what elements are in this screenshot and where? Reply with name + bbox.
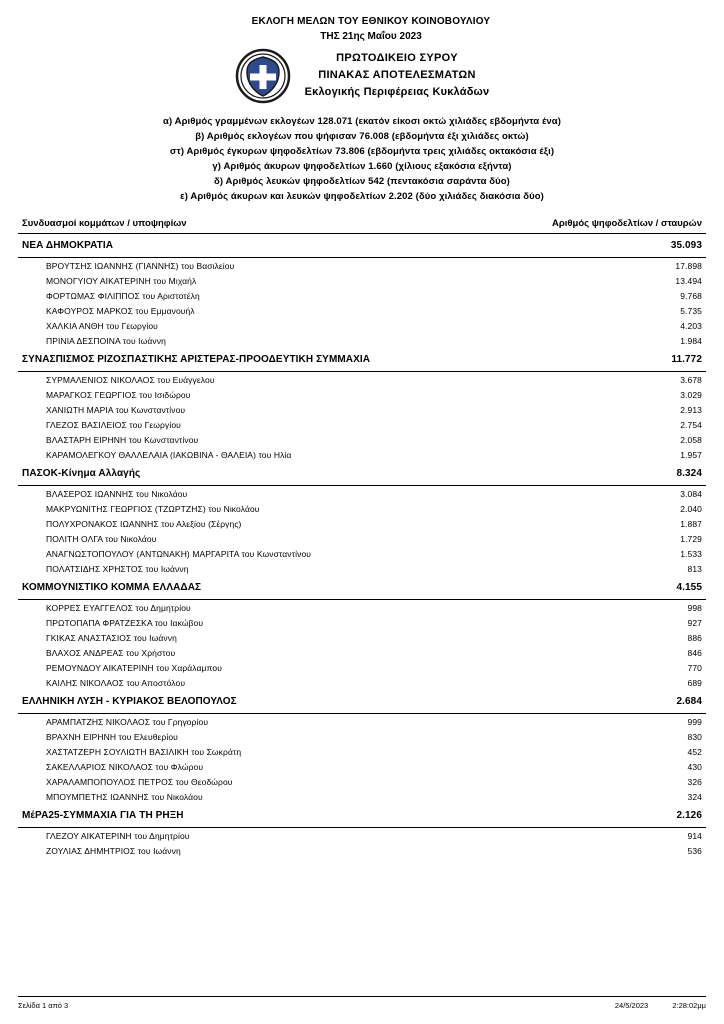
candidate-votes: 3.678 <box>680 374 702 385</box>
candidate-votes: 813 <box>687 563 702 574</box>
candidate-row <box>18 417 706 432</box>
candidate-name: ΣΥΡΜΑΛΕΝΙΟΣ ΝΙΚΟΛΑΟΣ του Ευάγγελου <box>46 374 215 385</box>
column-header-parties: Συνδυασμοί κομμάτων / υποψηφίων <box>22 218 187 229</box>
candidate-name: ΑΝΑΓΝΩΣΤΟΠΟΥΛΟΥ (ΑΝΤΩΝΑΚΗ) ΜΑΡΓΑΡΙΤΑ του Κωνσταντίνου <box>46 548 312 559</box>
candidate-row <box>18 630 706 645</box>
party-name: ΠΑΣΟΚ-Κίνημα Αλλαγής <box>22 468 141 479</box>
candidate-votes: 2.040 <box>680 503 702 514</box>
candidate-name: ΜΑΚΡΥΩΝΙΤΗΣ ΓΕΩΡΓΙΟΣ (ΤΖΩΡΤΖΗΣ) του Νικολάου <box>46 503 260 514</box>
party-row <box>18 348 706 372</box>
candidate-row <box>18 729 706 744</box>
candidate-votes: 326 <box>687 776 702 787</box>
candidate-row <box>18 387 706 402</box>
party-row <box>18 804 706 828</box>
party-name: ΚΟΜΜΟΥΝΙΣΤΙΚΟ ΚΟΜΜΑ ΕΛΛΑΔΑΣ <box>22 582 202 593</box>
page-number: Σελίδα 1 από 3 <box>18 1001 69 1010</box>
candidate-row <box>18 600 706 615</box>
candidate-votes: 324 <box>687 791 702 802</box>
candidate-name: ΓΛΕΖΟΥ ΑΙΚΑΤΕΡΙΝΗ του Δημητρίου <box>46 830 190 841</box>
stat-invalid-ballots: γ) Αριθμός άκυρων ψηφοδελτίων 1.660 (χίλιους εξακόσια εξήντα) <box>212 161 512 172</box>
candidate-votes: 430 <box>687 761 702 772</box>
candidate-name: ΚΑΡΑΜΟΛΕΓΚΟΥ ΘΑΛΛΕΛΑΙΑ (ΙΑΚΩΒΙΝΑ - ΘΑΛΕΙΑ) του Ηλία <box>46 449 292 460</box>
hellenic-republic-emblem-icon <box>235 48 291 104</box>
candidate-row <box>18 501 706 516</box>
candidate-name: ΒΡΟΥΤΣΗΣ ΙΩΑΝΝΗΣ (ΓΙΑΝΝΗΣ) του Βασιλείου <box>46 260 235 271</box>
candidate-votes: 927 <box>687 617 702 628</box>
party-name: ΣΥΝΑΣΠΙΣΜΟΣ ΡΙΖΟΣΠΑΣΤΙΚΗΣ ΑΡΙΣΤΕΡΑΣ-ΠΡΟΟΔΕΥΤΙΚΗ ΣΥΜΜΑΧΙΑ <box>22 354 371 365</box>
candidate-row <box>18 660 706 675</box>
candidate-votes: 770 <box>687 662 702 673</box>
party-votes: 2.126 <box>676 810 702 821</box>
candidate-row <box>18 546 706 561</box>
candidate-name: ΧΑΡΑΛΑΜΠΟΠΟΥΛΟΣ ΠΕΤΡΟΣ του Θεοδώρου <box>46 776 233 787</box>
candidate-votes: 1.887 <box>680 518 702 529</box>
candidate-name: ΧΑΝΙΩΤΗ ΜΑΡΙΑ του Κωνσταντίνου <box>46 404 186 415</box>
candidate-votes: 998 <box>687 602 702 613</box>
candidate-row <box>18 447 706 462</box>
results-table-body <box>18 234 706 858</box>
candidate-name: ΖΟΥΛΙΑΣ ΔΗΜΗΤΡΙΟΣ του Ιωάννη <box>46 845 181 856</box>
candidate-name: ΣΑΚΕΛΛΑΡΙΟΣ ΝΙΚΟΛΑΟΣ του Φλώρου <box>46 761 204 772</box>
candidate-row <box>18 288 706 303</box>
candidate-row <box>18 258 706 273</box>
candidate-row <box>18 675 706 690</box>
election-statistics <box>18 116 706 202</box>
party-votes: 2.684 <box>676 696 702 707</box>
court-name: ΠΡΩΤΟΔΙΚΕΙΟ ΣΥΡΟΥ <box>336 52 458 64</box>
column-header-votes: Αριθμός ψηφοδελτίων / σταυρών <box>552 218 702 229</box>
document-header-main <box>18 48 706 104</box>
candidate-row <box>18 372 706 387</box>
candidate-name: ΒΛΑΧΟΣ ΑΝΔΡΕΑΣ του Χρήστου <box>46 647 176 658</box>
candidate-name: ΧΑΣΤΑΤΖΕΡΗ ΣΟΥΛΙΩΤΗ ΒΑΣΙΛΙΚΗ του Σωκράτη <box>46 746 242 757</box>
candidate-row <box>18 402 706 417</box>
candidate-votes: 3.084 <box>680 488 702 499</box>
results-table-title: ΠΙΝΑΚΑΣ ΑΠΟΤΕΛΕΣΜΑΤΩΝ <box>318 69 476 81</box>
candidate-votes: 1.984 <box>680 335 702 346</box>
candidate-votes: 1.533 <box>680 548 702 559</box>
candidate-name: ΠΟΛΙΤΗ ΟΛΓΑ του Νικολάου <box>46 533 157 544</box>
document-footer <box>18 996 706 1010</box>
candidate-name: ΠΡΙΝΙΑ ΔΕΣΠΟΙΝΑ του Ιωάννη <box>46 335 166 346</box>
candidate-row <box>18 714 706 729</box>
candidate-row <box>18 615 706 630</box>
candidate-row <box>18 318 706 333</box>
candidate-row <box>18 273 706 288</box>
candidate-votes: 13.494 <box>675 275 702 286</box>
candidate-votes: 3.029 <box>680 389 702 400</box>
candidate-row <box>18 774 706 789</box>
candidate-name: ΜΠΟΥΜΠΕΤΗΣ ΙΩΑΝΝΗΣ του Νικολάου <box>46 791 203 802</box>
election-title: ΕΚΛΟΓΗ ΜΕΛΩΝ ΤΟΥ ΕΘΝΙΚΟΥ ΚΟΙΝΟΒΟΥΛΙΟΥ <box>251 16 491 27</box>
party-row <box>18 690 706 714</box>
candidate-name: ΒΛΑΣΤΑΡΗ ΕΙΡΗΝΗ του Κωνσταντίνου <box>46 434 199 445</box>
candidate-row <box>18 432 706 447</box>
candidate-name: ΠΟΛΥΧΡΟΝΑΚΟΣ ΙΩΑΝΝΗΣ του Αλεξίου (Σέργης) <box>46 518 242 529</box>
candidate-votes: 1.729 <box>680 533 702 544</box>
candidate-name: ΜΟΝΟΓΥΙΟΥ ΑΙΚΑΤΕΡΙΝΗ του Μιχαήλ <box>46 275 197 286</box>
candidate-row <box>18 645 706 660</box>
candidate-row <box>18 843 706 858</box>
candidate-name: ΡΕΜΟΥΝΔΟΥ ΑΙΚΑΤΕΡΙΝΗ του Χαράλαμπου <box>46 662 222 673</box>
candidate-votes: 1.957 <box>680 449 702 460</box>
party-row <box>18 234 706 258</box>
candidate-row <box>18 303 706 318</box>
candidate-votes: 452 <box>687 746 702 757</box>
candidate-name: ΓΛΕΖΟΣ ΒΑΣΙΛΕΙΟΣ του Γεωργίου <box>46 419 181 430</box>
stat-valid-ballots: στ) Αριθμός έγκυρων ψηφοδελτίων 73.806 (εβδομήντα τρεις χιλιάδες οκτακόσια έξι) <box>169 146 555 157</box>
party-votes: 4.155 <box>676 582 702 593</box>
party-votes: 8.324 <box>676 468 702 479</box>
party-row <box>18 462 706 486</box>
candidate-row <box>18 744 706 759</box>
candidate-row <box>18 516 706 531</box>
candidate-votes: 9.768 <box>680 290 702 301</box>
results-table-header <box>18 218 706 234</box>
footer-time: 2:28:02μμ <box>672 1001 706 1010</box>
candidate-votes: 17.898 <box>675 260 702 271</box>
candidate-votes: 999 <box>687 716 702 727</box>
candidate-name: ΓΚΙΚΑΣ ΑΝΑΣΤΑΣΙΟΣ του Ιωάννη <box>46 632 177 643</box>
candidate-row <box>18 561 706 576</box>
candidate-votes: 689 <box>687 677 702 688</box>
candidate-votes: 536 <box>687 845 702 856</box>
document-header-top <box>36 16 706 42</box>
party-row <box>18 576 706 600</box>
candidate-row <box>18 828 706 843</box>
candidate-name: ΠΟΛΑΤΣΙΔΗΣ ΧΡΗΣΤΟΣ του Ιωάννη <box>46 563 189 574</box>
stat-voted: β) Αριθμός εκλογέων που ψήφισαν 76.008 (εβδομήντα έξι χιλιάδες οκτώ) <box>195 131 529 142</box>
candidate-votes: 886 <box>687 632 702 643</box>
party-name: ΕΛΛΗΝΙΚΗ ΛΥΣΗ - ΚΥΡΙΑΚΟΣ ΒΕΛΟΠΟΥΛΟΣ <box>22 696 237 707</box>
candidate-name: ΦΟΡΤΩΜΑΣ ΦΙΛΙΠΠΟΣ του Αριστοτέλη <box>46 290 200 301</box>
candidate-votes: 846 <box>687 647 702 658</box>
candidate-votes: 2.754 <box>680 419 702 430</box>
candidate-row <box>18 759 706 774</box>
candidate-name: ΒΛΑΣΕΡΟΣ ΙΩΑΝΝΗΣ του Νικολάου <box>46 488 188 499</box>
candidate-name: ΚΑΦΟΥΡΟΣ ΜΑΡΚΟΣ του Εμμανουήλ <box>46 305 195 316</box>
candidate-row <box>18 333 706 348</box>
stat-registered-voters: α) Αριθμός γραμμένων εκλογέων 128.071 (εκατόν είκοσι οκτώ χιλιάδες εβδομήντα ένα) <box>163 116 561 127</box>
stat-blank-ballots: δ) Αριθμός λευκών ψηφοδελτίων 542 (πεντακόσια σαράντα δύο) <box>214 176 510 187</box>
candidate-row <box>18 531 706 546</box>
candidate-votes: 2.913 <box>680 404 702 415</box>
party-votes: 35.093 <box>670 240 702 251</box>
candidate-name: ΠΡΩΤΟΠΑΠΑ ΦΡΑΤΖΕΣΚΑ του Ιακώβου <box>46 617 204 628</box>
candidate-name: ΧΑΛΚΙΑ ΑΝΘΗ του Γεωργίου <box>46 320 158 331</box>
candidate-votes: 914 <box>687 830 702 841</box>
candidate-name: ΚΑΙΛΗΣ ΝΙΚΟΛΑΟΣ του Αποστόλου <box>46 677 186 688</box>
candidate-name: ΚΟΡΡΕΣ ΕΥΑΓΓΕΛΟΣ του Δημητρίου <box>46 602 191 613</box>
candidate-votes: 2.058 <box>680 434 702 445</box>
footer-timestamp <box>593 1001 706 1010</box>
electoral-district: Εκλογικής Περιφέρειας Κυκλάδων <box>304 86 490 98</box>
candidate-row <box>18 486 706 501</box>
party-votes: 11.772 <box>671 354 702 365</box>
party-name: ΝΕΑ ΔΗΜΟΚΡΑΤΙΑ <box>22 240 114 251</box>
candidate-name: ΜΑΡΑΓΚΟΣ ΓΕΩΡΓΙΟΣ του Ισιδώρου <box>46 389 191 400</box>
candidate-name: ΑΡΑΜΠΑΤΖΗΣ ΝΙΚΟΛΑΟΣ του Γρηγορίου <box>46 716 209 727</box>
candidate-name: ΒΡΑΧΝΗ ΕΙΡΗΝΗ του Ελευθερίου <box>46 731 178 742</box>
footer-date: 24/5/2023 <box>614 1001 649 1010</box>
candidate-row <box>18 789 706 804</box>
candidate-votes: 5.735 <box>680 305 702 316</box>
stat-invalid-and-blank-ballots: ε) Αριθμός άκυρων και λευκών ψηφοδελτίων 2.202 (δύο χιλιάδες διακόσια δύο) <box>180 191 544 202</box>
candidate-votes: 4.203 <box>680 320 702 331</box>
party-name: ΜέΡΑ25-ΣΥΜΜΑΧΙΑ ΓΙΑ ΤΗ ΡΗΞΗ <box>22 810 184 821</box>
candidate-votes: 830 <box>687 731 702 742</box>
header-text-block <box>305 48 490 98</box>
election-date: ΤΗΣ 21ης Μαΐου 2023 <box>320 31 422 42</box>
